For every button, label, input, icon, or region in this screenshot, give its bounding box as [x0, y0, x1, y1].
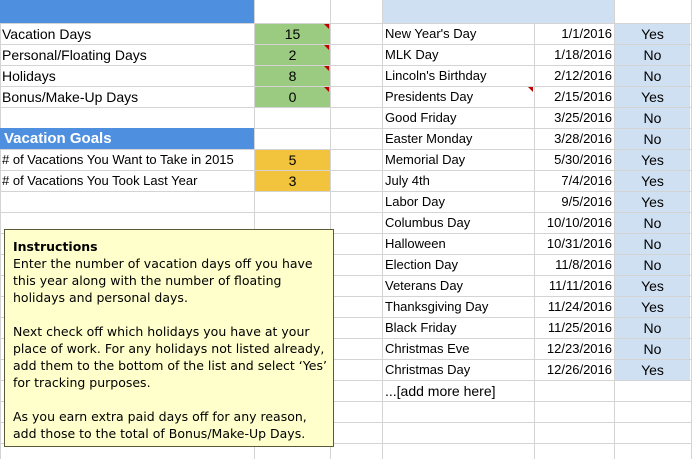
holiday-date[interactable]: 9/5/2016: [561, 194, 612, 209]
holiday-observed[interactable]: Yes: [615, 276, 690, 296]
comment-indicator[interactable]: [324, 66, 329, 71]
holiday-date[interactable]: 11/8/2016: [555, 257, 612, 272]
summary-value[interactable]: 2: [255, 45, 330, 65]
goals-label[interactable]: # of Vacations You Want to Take in 2015: [2, 152, 234, 167]
holiday-date[interactable]: 10/31/2016: [546, 236, 612, 251]
holiday-name[interactable]: Memorial Day: [385, 152, 466, 167]
holiday-name[interactable]: Election Day: [385, 257, 458, 272]
holiday-observed[interactable]: No: [615, 129, 690, 149]
holiday-date[interactable]: 7/4/2016: [561, 173, 612, 188]
instructions-note[interactable]: [4, 229, 334, 447]
holiday-observed[interactable]: No: [615, 339, 690, 359]
holiday-observed[interactable]: Yes: [615, 297, 690, 317]
holiday-name[interactable]: Columbus Day: [385, 215, 471, 230]
holiday-observed[interactable]: Yes: [615, 360, 690, 380]
holiday-name[interactable]: Halloween: [385, 236, 446, 251]
holiday-name[interactable]: Veterans Day: [385, 278, 464, 293]
holiday-name[interactable]: Easter Monday: [385, 131, 473, 146]
comment-indicator[interactable]: [324, 24, 329, 29]
holiday-observed[interactable]: Yes: [615, 24, 690, 44]
holiday-observed[interactable]: No: [615, 318, 690, 338]
holiday-observed[interactable]: No: [615, 45, 690, 65]
holiday-observed[interactable]: No: [615, 234, 690, 254]
holiday-name[interactable]: MLK Day: [385, 47, 439, 62]
holiday-observed[interactable]: No: [615, 255, 690, 275]
holiday-date[interactable]: 11/11/2016: [548, 278, 612, 293]
goals-value[interactable]: 5: [255, 150, 330, 170]
holiday-date[interactable]: 10/10/2016: [546, 215, 612, 230]
holiday-name[interactable]: Presidents Day: [385, 89, 474, 104]
holiday-date[interactable]: 1/18/2016: [554, 47, 612, 62]
comment-indicator[interactable]: [528, 87, 533, 92]
instructions-paragraph: Enter the number of vacation days off you have this year along with the number of floating holidays and personal days.: [13, 256, 313, 305]
summary-value[interactable]: 0: [255, 87, 330, 107]
holiday-date[interactable]: 3/28/2016: [554, 131, 612, 146]
instructions-title: Instructions: [13, 239, 98, 254]
holiday-observed[interactable]: Yes: [615, 87, 690, 107]
summary-value[interactable]: 15: [255, 24, 330, 44]
goals-label[interactable]: # of Vacations You Took Last Year: [2, 173, 198, 188]
summary-value[interactable]: 8: [255, 66, 330, 86]
holiday-observed[interactable]: No: [615, 66, 690, 86]
holidays-header-bar: [383, 0, 535, 23]
holiday-name[interactable]: Lincoln's Birthday: [385, 68, 487, 83]
holidays-header-bar-date: [535, 0, 614, 23]
holiday-name[interactable]: Black Friday: [385, 320, 457, 335]
instructions-paragraph: As you earn extra paid days off for any reason, add those to the total of Bonus/Make-Up Days.: [13, 409, 307, 441]
summary-label[interactable]: Bonus/Make-Up Days: [2, 89, 139, 105]
holiday-name[interactable]: Christmas Eve: [385, 341, 470, 356]
holiday-name[interactable]: July 4th: [385, 173, 430, 188]
holiday-name[interactable]: Good Friday: [385, 110, 457, 125]
comment-indicator[interactable]: [324, 87, 329, 92]
holiday-observed[interactable]: Yes: [615, 171, 690, 191]
instructions-paragraph: Next check off which holidays you have at your place of work. For any holidays not listed already, add them to the bottom of the list and select ‘Yes’ for tracking purposes.: [13, 324, 327, 390]
holiday-name[interactable]: Thanksgiving Day: [385, 299, 489, 314]
holiday-date[interactable]: 11/24/2016: [547, 299, 612, 314]
goals-value[interactable]: 3: [255, 171, 330, 191]
holiday-date[interactable]: 2/12/2016: [554, 68, 612, 83]
holiday-date[interactable]: 11/25/2016: [547, 320, 612, 335]
holiday-date[interactable]: 5/30/2016: [554, 152, 612, 167]
summary-header-bar: [0, 0, 254, 23]
holiday-date[interactable]: 2/15/2016: [554, 89, 612, 104]
holiday-date[interactable]: 12/26/2016: [546, 362, 612, 377]
holiday-name[interactable]: Labor Day: [385, 194, 445, 209]
holiday-observed[interactable]: No: [615, 108, 690, 128]
holiday-observed[interactable]: Yes: [615, 150, 690, 170]
holiday-observed[interactable]: Yes: [615, 192, 690, 212]
comment-indicator[interactable]: [324, 45, 329, 50]
holiday-name[interactable]: Christmas Day: [385, 362, 471, 377]
goals-header[interactable]: Vacation Goals: [4, 130, 112, 147]
add-more-link[interactable]: ...[add more here]: [385, 383, 496, 399]
holiday-date[interactable]: 3/25/2016: [554, 110, 612, 125]
holiday-date[interactable]: 12/23/2016: [546, 341, 612, 356]
holiday-name[interactable]: New Year's Day: [385, 26, 477, 41]
summary-label[interactable]: Holidays: [2, 68, 56, 84]
summary-label[interactable]: Personal/Floating Days: [2, 47, 147, 63]
summary-label[interactable]: Vacation Days: [2, 26, 92, 42]
holiday-observed[interactable]: No: [615, 213, 690, 233]
holiday-date[interactable]: 1/1/2016: [561, 26, 612, 41]
